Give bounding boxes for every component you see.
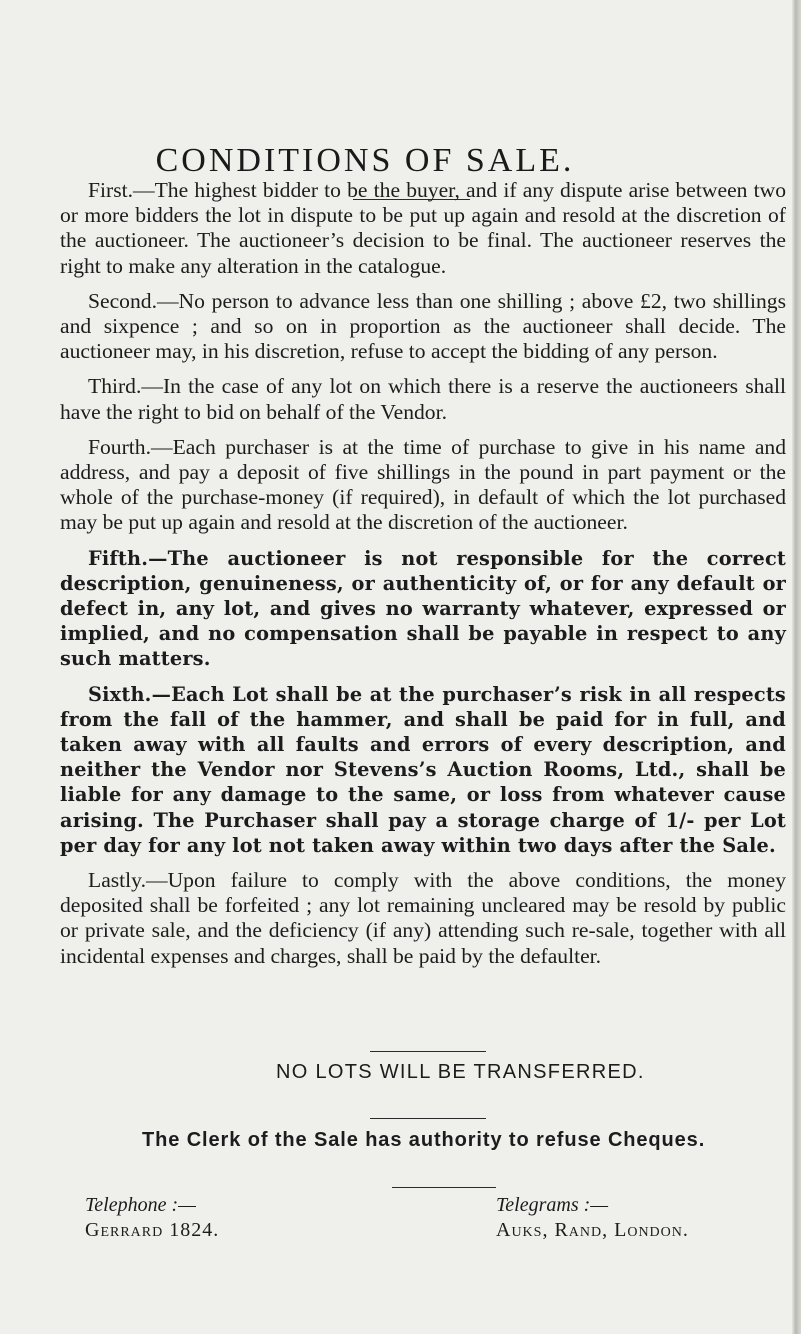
cheques-notice: The Clerk of the Sale has authority to refuse Cheques. xyxy=(142,1129,706,1151)
page-title: CONDITIONS OF SALE. xyxy=(155,142,575,179)
no-transfer-notice: NO LOTS WILL BE TRANSFERRED. xyxy=(276,1061,645,1083)
condition-first: First.—The highest bidder to be the buyer, and if any dispute arise between two or more bidders the lot in dispute to be put up again and resold at the discretion of the auctioneer. The auctioneer’s decision to be final. The auctioneer reserves the right to make any alteration in the catalogue. xyxy=(60,178,786,278)
condition-fifth: Fifth.—The auctioneer is not responsible for the correct description, genuineness, or authenticity of, or for any default or defect in, any lot, and gives no warranty whatever, expressed or implied, and no compensation shall be payable in respect to any such matters. xyxy=(60,546,786,671)
telegrams-label: Telegrams :— xyxy=(496,1194,609,1216)
condition-third: Third.—In the case of any lot on which there is a reserve the auctioneers shall have the right to bid on behalf of the Vendor. xyxy=(60,374,786,424)
notice-divider-top xyxy=(370,1051,486,1052)
telegrams-block xyxy=(496,1193,786,1243)
condition-sixth: Sixth.—Each Lot shall be at the purchaser’s risk in all respects from the fall of the hammer, and shall be paid for in full, and taken away with all faults and errors of every description, and neither the Vendor nor Stevens’s Auction Rooms, Ltd., shall be liable for any damage to the same, or loss from whatever cause arising. The Purchaser shall pay a storage charge of 1/- per Lot per day for any lot not taken away within two days after the Sale. xyxy=(60,682,786,857)
telephone-number: Gerrard 1824. xyxy=(85,1219,220,1241)
condition-fourth: Fourth.—Each purchaser is at the time of purchase to give in his name and address, and pay a deposit of five shillings in the pound in part payment or the whole of the purchase-money (if required), in default of which the lot purchased may be put up again and resold at the discretion of the auctioneer. xyxy=(60,434,786,535)
conditions-list xyxy=(60,178,786,969)
telephone-block xyxy=(85,1193,345,1243)
condition-lastly: Lastly.—Upon failure to comply with the above conditions, the money deposited shall be forfeited ; any lot remaining uncleared may be resold by public or private sale, and the deficiency (if any) attending such re-sale, together with all incidental expenses and charges, shall be paid by the defaulter. xyxy=(60,868,786,968)
page-edge-shadow xyxy=(792,0,801,1334)
condition-second: Second.—No person to advance less than one shilling ; above £2, two shillings and sixpence ; and so on in proportion as the auctioneer shall decide. The auctioneer may, in his discretion, refuse to accept the bidding of any person. xyxy=(60,288,786,364)
telegrams-address: Auks, Rand, London. xyxy=(496,1219,689,1241)
notice-divider-middle xyxy=(370,1118,486,1119)
telephone-label: Telephone :— xyxy=(85,1194,196,1216)
notice-divider-bottom xyxy=(392,1187,496,1188)
